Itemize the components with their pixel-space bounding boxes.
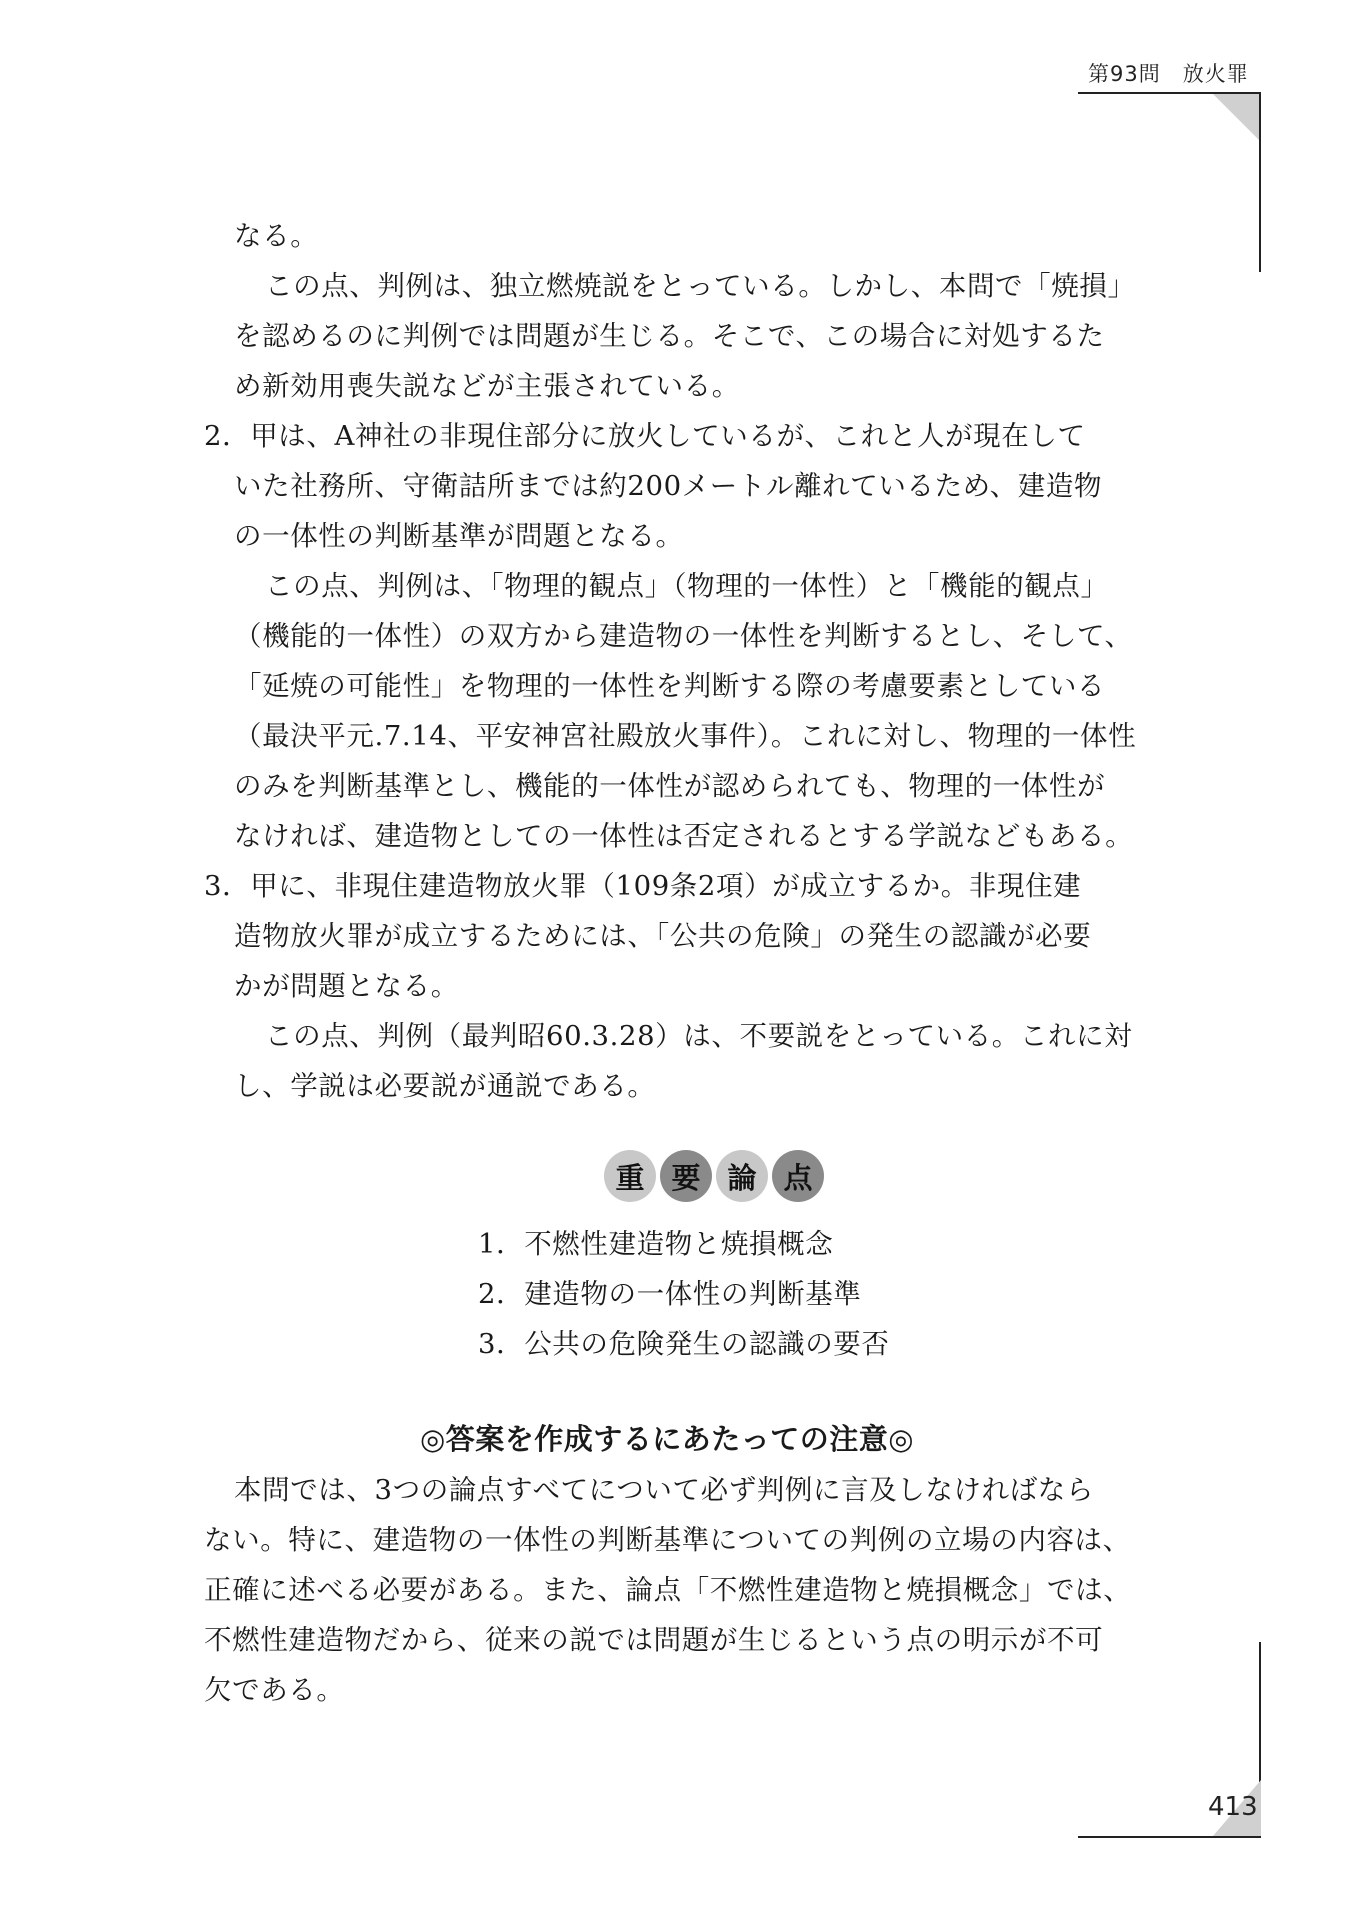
note-heading: ◎答案を作成するにあたっての注意◎ bbox=[420, 1422, 915, 1456]
body-line: かが問題となる。 bbox=[234, 970, 459, 1002]
body-line: この点、判例（最判昭60.3.28）は、不要説をとっている。これに対 bbox=[265, 1020, 1133, 1052]
key-points-badge: 重 bbox=[604, 1150, 656, 1202]
key-points-badge: 要 bbox=[660, 1150, 712, 1202]
footer-rule bbox=[1078, 1836, 1261, 1838]
note-line: 欠である。 bbox=[204, 1674, 345, 1706]
body-line: 2．甲は、A神社の非現住部分に放火しているが、これと人が現在して bbox=[204, 420, 1086, 452]
body-line: 造物放火罪が成立するためには、「公共の危険」の発生の認識が必要 bbox=[234, 920, 1092, 952]
margin-rule-top bbox=[1259, 92, 1261, 272]
body-line: この点、判例は、「物理的観点」（物理的一体性）と「機能的観点」 bbox=[265, 570, 1109, 602]
body-line: め新効用喪失説などが主張されている。 bbox=[234, 370, 740, 402]
body-line: （最決平元.7.14、平安神宮社殿放火事件）。これに対し、物理的一体性 bbox=[234, 720, 1137, 752]
note-line: ない。特に、建造物の一体性の判断基準についての判例の立場の内容は、 bbox=[204, 1524, 1131, 1556]
body-line: し、学説は必要説が通説である。 bbox=[234, 1070, 656, 1102]
body-line: なければ、建造物としての一体性は否定されるとする学説などもある。 bbox=[234, 820, 1134, 852]
key-point-item: 2．建造物の一体性の判断基準 bbox=[478, 1278, 862, 1310]
body-line: （機能的一体性）の双方から建造物の一体性を判断するとし、そして、 bbox=[234, 620, 1133, 652]
body-line: のみを判断基準とし、機能的一体性が認められても、物理的一体性が bbox=[234, 770, 1106, 802]
body-line: いた社務所、守衛詰所までは約200メートル離れているため、建造物 bbox=[234, 470, 1103, 502]
key-point-item: 1．不燃性建造物と焼損概念 bbox=[478, 1228, 834, 1260]
body-line: の一体性の判断基準が問題となる。 bbox=[234, 520, 684, 552]
body-line: 3．甲に、非現住建造物放火罪（109条2項）が成立するか。非現住建 bbox=[204, 870, 1082, 902]
note-line: 不燃性建造物だから、従来の説では問題が生じるという点の明示が不可 bbox=[204, 1624, 1104, 1656]
body-line: 「延焼の可能性」を物理的一体性を判断する際の考慮要素としている bbox=[234, 670, 1106, 702]
key-points-badge: 論 bbox=[716, 1150, 768, 1202]
body-line: なる。 bbox=[234, 220, 319, 252]
key-point-item: 3．公共の危険発生の認識の要否 bbox=[478, 1328, 890, 1360]
key-points-badges bbox=[604, 1150, 824, 1202]
body-line: を認めるのに判例では問題が生じる。そこで、この場合に対処するた bbox=[234, 320, 1105, 352]
page-number: 413 bbox=[1208, 1792, 1258, 1822]
corner-triangle-top bbox=[1213, 94, 1261, 142]
body-line: この点、判例は、独立燃焼説をとっている。しかし、本問で「焼損」 bbox=[265, 270, 1136, 302]
note-line: 正確に述べる必要がある。また、論点「不燃性建造物と焼損概念」では、 bbox=[204, 1574, 1132, 1606]
key-points-badge: 点 bbox=[772, 1150, 824, 1202]
chapter-header: 第93問 放火罪 bbox=[1088, 62, 1249, 86]
note-line: 本問では、3つの論点すべてについて必ず判例に言及しなければなら bbox=[234, 1474, 1094, 1506]
